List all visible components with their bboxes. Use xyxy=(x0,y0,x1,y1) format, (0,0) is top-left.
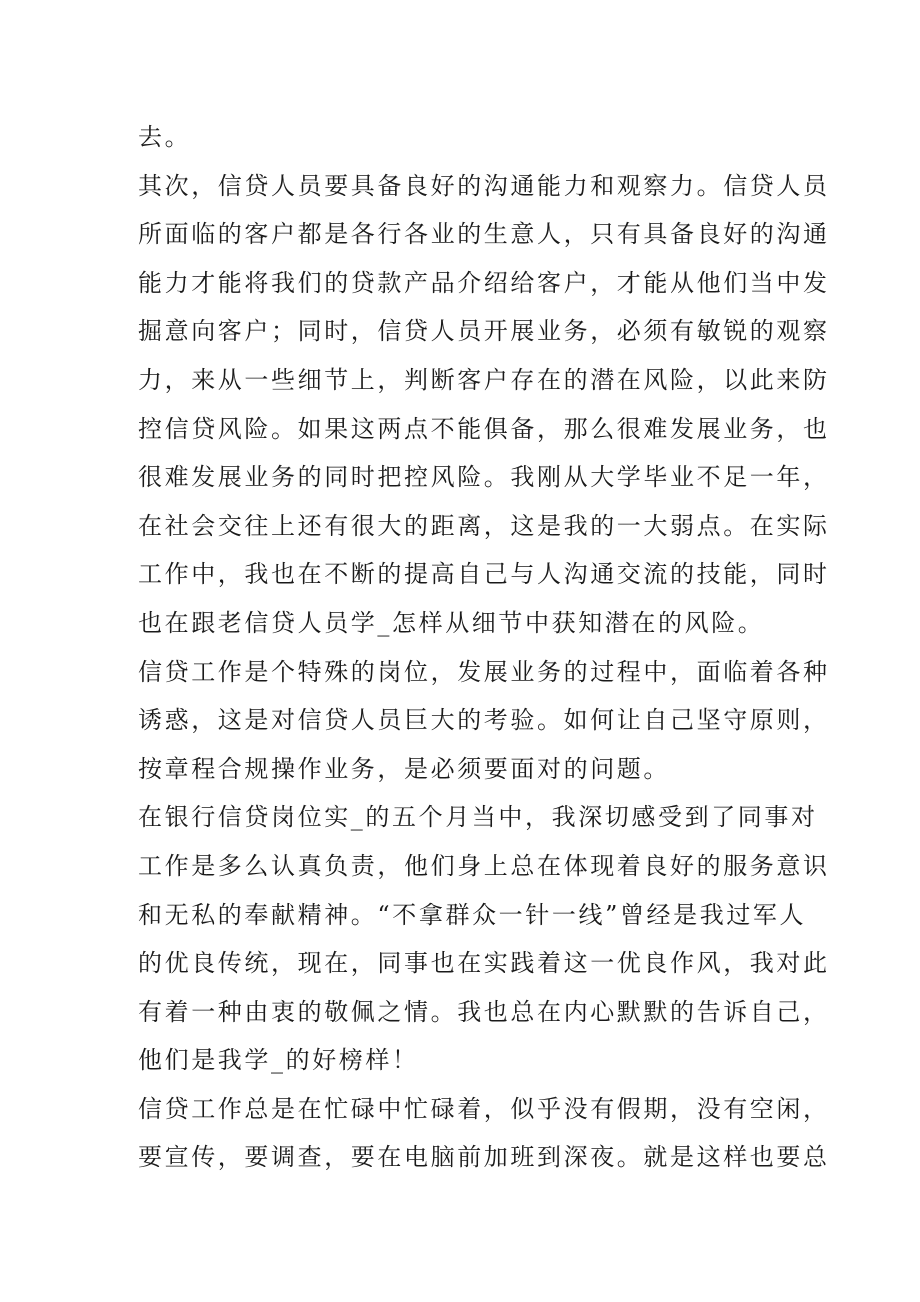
text-line: 按章程合规操作业务，是必须要面对的问题。 xyxy=(138,754,670,783)
document-body xyxy=(138,113,830,1182)
text-line: 工作是多么认真负责，他们身上总在体现着良好的服务意识 xyxy=(138,851,830,880)
text-line: 他们是我学_的好榜样！ xyxy=(138,1046,419,1075)
text-line: 掘意向客户；同时，信贷人员开展业务，必须有敏锐的观察 xyxy=(138,317,830,346)
text-line: 在社会交往上还有很大的距离，这是我的一大弱点。在实际 xyxy=(138,511,830,540)
text-line: 信贷工作总是在忙碌中忙碌着，似乎没有假期，没有空闲， xyxy=(138,1094,830,1123)
text-line: 所面临的客户都是各行各业的生意人，只有具备良好的沟通 xyxy=(138,220,830,249)
text-line: 力，来从一些细节上，判断客户存在的潜在风险，以此来防 xyxy=(138,365,830,394)
text-line: 信贷工作是个特殊的岗位，发展业务的过程中，面临着各种 xyxy=(138,657,830,686)
text-line: 控信贷风险。如果这两点不能俱备，那么很难发展业务，也 xyxy=(138,414,830,443)
text-line: 其次，信贷人员要具备良好的沟通能力和观察力。信贷人员 xyxy=(138,171,830,200)
text-line: 在银行信贷岗位实_的五个月当中，我深切感受到了同事对 xyxy=(138,803,818,832)
text-line: 要宣传，要调查，要在电脑前加班到深夜。就是这样也要总 xyxy=(138,1143,830,1172)
text-line: 诱惑，这是对信贷人员巨大的考验。如何让自己坚守原则， xyxy=(138,706,830,735)
text-line: 也在跟老信贷人员学_怎样从细节中获知潜在的风险。 xyxy=(138,608,765,637)
text-line: 工作中，我也在不断的提高自己与人沟通交流的技能，同时 xyxy=(138,560,830,589)
text-line: 和无私的奉献精神。“不拿群众一针一线”曾经是我过军人 xyxy=(138,900,807,929)
text-line: 的优良传统，现在，同事也在实践着这一优良作风，我对此 xyxy=(138,949,830,978)
text-line: 有着一种由衷的敬佩之情。我也总在内心默默的告诉自己， xyxy=(138,997,830,1026)
text-line: 很难发展业务的同时把控风险。我刚从大学毕业不足一年， xyxy=(138,463,830,492)
text-line: 去。 xyxy=(138,123,192,151)
text-line: 能力才能将我们的贷款产品介绍给客户，才能从他们当中发 xyxy=(138,268,830,297)
